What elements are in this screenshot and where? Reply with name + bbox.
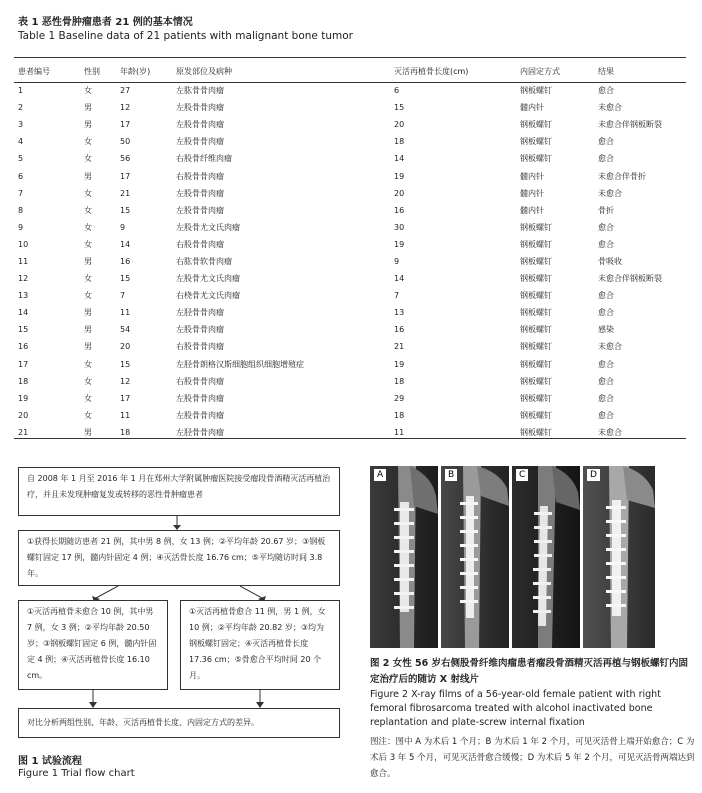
- cell-age: 12: [120, 103, 131, 113]
- cell-result: 未愈合: [598, 103, 622, 113]
- cell-age: 18: [120, 427, 131, 437]
- flow-box-union-text: ①灭活再植骨愈合 11 例，男 1 例，女 10 例；②平均年龄 20.82 岁；③均为钢板螺钉固定；④灭活再植骨长度 17.36 cm；⑤骨愈合平均时间 20 个月。: [189, 607, 326, 680]
- xray-panel-d: [583, 466, 655, 648]
- figure2-caption-cn: 图 2 女性 56 岁右侧股骨纤维肉瘤患者瘤段骨酒精灭活再植与钢板螺钉内固定治疗后的随访 X 射线片: [370, 658, 689, 685]
- cell-graft-length: 21: [394, 342, 405, 352]
- cell-graft-length: 18: [394, 137, 405, 147]
- cell-site-disease: 右股骨骨肉瘤: [176, 376, 224, 386]
- cell-fixation: 钢板螺钉: [520, 393, 552, 403]
- cell-patient-id: 6: [18, 171, 24, 181]
- cell-sex: 女: [84, 137, 92, 147]
- cell-sex: 女: [84, 393, 92, 403]
- cell-age: 21: [120, 188, 131, 198]
- cell-fixation: 钢板螺钉: [520, 86, 552, 96]
- cell-site-disease: 左胫骨骨肉瘤: [176, 308, 224, 318]
- cell-sex: 男: [84, 342, 92, 352]
- cell-patient-id: 5: [18, 154, 24, 164]
- cell-graft-length: 16: [394, 205, 405, 215]
- cell-site-disease: 右股骨骨肉瘤: [176, 171, 224, 181]
- cell-result: 未愈合伴钢板断裂: [598, 274, 662, 284]
- cell-graft-length: 19: [394, 171, 405, 181]
- table-row: [14, 167, 686, 184]
- table-row: [14, 99, 686, 116]
- table-row: [14, 185, 686, 202]
- cell-fixation: 髓内针: [520, 205, 544, 215]
- table-row: [14, 150, 686, 167]
- xray-label-a: A: [374, 469, 386, 481]
- cell-patient-id: 7: [18, 188, 24, 198]
- baseline-table: [14, 60, 686, 441]
- xray-panel-a: [370, 466, 438, 648]
- cell-result: 愈合: [598, 308, 614, 318]
- table-row: [14, 219, 686, 236]
- table-row: [14, 407, 686, 424]
- table-row: [14, 321, 686, 338]
- flow-box-nonunion: [18, 600, 168, 690]
- cell-fixation: 钢板螺钉: [520, 137, 552, 147]
- cell-result: 愈合: [598, 410, 614, 420]
- cell-site-disease: 左股骨尤文氏肉瘤: [176, 274, 240, 284]
- cell-fixation: 钢板螺钉: [520, 308, 552, 318]
- cell-site-disease: 左股骨骨肉瘤: [176, 120, 224, 130]
- cell-sex: 女: [84, 188, 92, 198]
- flow-box-analysis-text: 对比分析两组性别、年龄、灭活再植骨长度、内固定方式的差异。: [27, 718, 259, 727]
- cell-site-disease: 左股骨骨肉瘤: [176, 205, 224, 215]
- cell-age: 17: [120, 171, 131, 181]
- table-row: [14, 338, 686, 355]
- xray-label-b: B: [445, 469, 457, 481]
- cell-patient-id: 17: [18, 359, 29, 369]
- cell-site-disease: 左股骨骨肉瘤: [176, 188, 224, 198]
- cell-patient-id: 4: [18, 137, 24, 147]
- cell-fixation: 钢板螺钉: [520, 376, 552, 386]
- cell-result: 愈合: [598, 359, 614, 369]
- cell-age: 15: [120, 274, 131, 284]
- cell-result: 感染: [598, 325, 614, 335]
- col-header-age: 年龄(岁): [120, 66, 151, 76]
- cell-site-disease: 右肱骨软骨肉瘤: [176, 256, 232, 266]
- cell-sex: 女: [84, 274, 92, 284]
- cell-patient-id: 16: [18, 342, 29, 352]
- cell-patient-id: 21: [18, 427, 29, 437]
- table-row: [14, 304, 686, 321]
- cell-graft-length: 18: [394, 410, 405, 420]
- cell-age: 56: [120, 154, 131, 164]
- cell-sex: 男: [84, 171, 92, 181]
- cell-sex: 男: [84, 325, 92, 335]
- cell-fixation: 钢板螺钉: [520, 291, 552, 301]
- cell-graft-length: 11: [394, 427, 405, 437]
- cell-fixation: 钢板螺钉: [520, 427, 552, 437]
- cell-sex: 女: [84, 410, 92, 420]
- flow-arrows-merge: [18, 690, 340, 708]
- cell-patient-id: 3: [18, 120, 24, 130]
- table-header-row: [14, 60, 686, 82]
- cell-result: 骨折: [598, 205, 614, 215]
- flow-box-inclusion: [18, 467, 340, 516]
- col-header-patient-id: 患者编号: [18, 66, 50, 76]
- cell-site-disease: 左股骨尤文氏肉瘤: [176, 222, 240, 232]
- cell-age: 12: [120, 376, 131, 386]
- cell-site-disease: 右桡骨尤文氏肉瘤: [176, 291, 240, 301]
- cell-age: 11: [120, 308, 131, 318]
- cell-patient-id: 11: [18, 256, 29, 266]
- cell-patient-id: 18: [18, 376, 29, 386]
- cell-site-disease: 右股骨纤维肉瘤: [176, 154, 232, 164]
- cell-result: 愈合: [598, 86, 614, 96]
- cell-result: 骨吸收: [598, 256, 622, 266]
- cell-graft-length: 19: [394, 239, 405, 249]
- flow-box-nonunion-text: ①灭活再植骨未愈合 10 例，其中男 7 例，女 3 例；②平均年龄 20.50 岁；③钢板螺钉固定 6 例，髓内针固定 4 例；④灭活再植骨长度 16.10 cm。: [27, 607, 157, 680]
- cell-graft-length: 15: [394, 103, 405, 113]
- cell-patient-id: 10: [18, 239, 29, 249]
- cell-sex: 女: [84, 376, 92, 386]
- cell-patient-id: 2: [18, 103, 24, 113]
- cell-age: 16: [120, 256, 131, 266]
- cell-graft-length: 29: [394, 393, 405, 403]
- flow-box-inclusion-text: 自 2008 年 1 月至 2016 年 1 月在郑州大学附属肿瘤医院接受瘤段骨酒精灭活再植治疗，并且未发现肿瘤复发或转移的恶性骨肿瘤患者: [27, 474, 331, 499]
- cell-patient-id: 8: [18, 205, 24, 215]
- cell-result: 愈合: [598, 291, 614, 301]
- table-row: [14, 236, 686, 253]
- cell-fixation: 钢板螺钉: [520, 120, 552, 130]
- cell-graft-length: 14: [394, 154, 405, 164]
- xray-image-c: [512, 466, 580, 648]
- table-top-rule: [14, 57, 686, 58]
- cell-result: 未愈合: [598, 188, 622, 198]
- cell-patient-id: 12: [18, 274, 29, 284]
- cell-fixation: 钢板螺钉: [520, 410, 552, 420]
- cell-sex: 女: [84, 239, 92, 249]
- cell-patient-id: 20: [18, 410, 29, 420]
- cell-age: 14: [120, 239, 131, 249]
- figure1-caption-cn: 图 1 试验流程: [18, 756, 82, 767]
- cell-graft-length: 20: [394, 120, 405, 130]
- xray-image-b: [441, 466, 509, 648]
- cell-site-disease: 左股骨骨肉瘤: [176, 393, 224, 403]
- cell-result: 愈合: [598, 222, 614, 232]
- flow-box-union: [180, 600, 340, 690]
- xray-label-c: C: [516, 469, 528, 481]
- flow-arrow-1: [170, 516, 184, 530]
- cell-age: 17: [120, 393, 131, 403]
- cell-site-disease: 左股骨骨肉瘤: [176, 137, 224, 147]
- col-header-result: 结果: [598, 66, 614, 76]
- cell-result: 愈合: [598, 137, 614, 147]
- cell-fixation: 钢板螺钉: [520, 222, 552, 232]
- cell-result: 未愈合: [598, 342, 622, 352]
- cell-site-disease: 右股骨骨肉瘤: [176, 239, 224, 249]
- cell-site-disease: 左胫骨骨肉瘤: [176, 427, 224, 437]
- cell-sex: 男: [84, 308, 92, 318]
- cell-age: 54: [120, 325, 131, 335]
- cell-fixation: 髓内针: [520, 171, 544, 181]
- xray-panel-b: [441, 466, 509, 648]
- cell-result: 愈合: [598, 239, 614, 249]
- cell-sex: 男: [84, 120, 92, 130]
- cell-graft-length: 30: [394, 222, 405, 232]
- col-header-sex: 性别: [84, 66, 100, 76]
- cell-site-disease: 左股骨骨肉瘤: [176, 325, 224, 335]
- table-body: [14, 82, 686, 441]
- cell-fixation: 钢板螺钉: [520, 359, 552, 369]
- cell-result: 未愈合伴骨折: [598, 171, 646, 181]
- table-caption-en: Table 1 Baseline data of 21 patients with malignant bone tumor: [18, 30, 353, 42]
- cell-age: 9: [120, 222, 126, 232]
- table-caption-cn: 表 1 恶性骨肿瘤患者 21 例的基本情况: [18, 17, 193, 28]
- cell-graft-length: 19: [394, 359, 405, 369]
- cell-patient-id: 15: [18, 325, 29, 335]
- cell-fixation: 钢板螺钉: [520, 239, 552, 249]
- table-row: [14, 373, 686, 390]
- cell-fixation: 钢板螺钉: [520, 274, 552, 284]
- cell-age: 27: [120, 86, 131, 96]
- cell-age: 15: [120, 205, 131, 215]
- xray-image-a: [370, 466, 438, 648]
- table-row: [14, 270, 686, 287]
- table-row: [14, 390, 686, 407]
- cell-sex: 女: [84, 359, 92, 369]
- cell-result: 愈合: [598, 393, 614, 403]
- cell-graft-length: 14: [394, 274, 405, 284]
- col-header-fixation: 内固定方式: [520, 66, 560, 76]
- cell-fixation: 髓内针: [520, 188, 544, 198]
- cell-patient-id: 9: [18, 222, 24, 232]
- cell-graft-length: 13: [394, 308, 405, 318]
- table-row: [14, 253, 686, 270]
- cell-fixation: 钢板螺钉: [520, 154, 552, 164]
- cell-fixation: 钢板螺钉: [520, 325, 552, 335]
- cell-sex: 男: [84, 427, 92, 437]
- cell-sex: 女: [84, 291, 92, 301]
- cell-age: 15: [120, 359, 131, 369]
- cell-site-disease: 左股骨骨肉瘤: [176, 103, 224, 113]
- table-row: [14, 133, 686, 150]
- cell-patient-id: 19: [18, 393, 29, 403]
- cell-graft-length: 20: [394, 188, 405, 198]
- cell-fixation: 髓内针: [520, 103, 544, 113]
- cell-sex: 女: [84, 86, 92, 96]
- cell-graft-length: 18: [394, 376, 405, 386]
- cell-sex: 女: [84, 222, 92, 232]
- table-row: [14, 424, 686, 441]
- cell-fixation: 钢板螺钉: [520, 256, 552, 266]
- cell-result: 未愈合伴钢板断裂: [598, 120, 662, 130]
- table-row: [14, 287, 686, 304]
- table-row: [14, 356, 686, 373]
- cell-age: 7: [120, 291, 126, 301]
- cell-site-disease: 左肱骨骨肉瘤: [176, 86, 224, 96]
- table-row: [14, 82, 686, 99]
- col-header-site-disease: 原发部位及病种: [176, 66, 232, 76]
- col-header-graft-length: 灭活再植骨长度(cm): [394, 66, 469, 76]
- cell-result: 愈合: [598, 376, 614, 386]
- figure2-caption-en: Figure 2 X-ray films of a 56-year-old female patient with right femoral fibrosarcoma treated with alcohol inactivated bone replantation and plate-screw internal fixation: [370, 689, 661, 728]
- flow-box-followup-text: ①获得长期随访患者 21 例，其中男 8 例，女 13 例；②平均年龄 20.67 岁；③钢板螺钉固定 17 例，髓内针固定 4 例；④灭活骨长度 16.76 cm；⑤平均随访时间 3.8 年。: [27, 537, 326, 578]
- cell-result: 愈合: [598, 154, 614, 164]
- figure2-note: 图注：图中 A 为术后 1 个月；B 为术后 1 年 2 个月，可见灭活骨上端开始愈合；C 为术后 3 年 5 个月，可见灭活骨愈合缓慢；D 为术后 5 年 2 个月，可见灭活骨两端达到愈合。: [370, 737, 695, 779]
- cell-sex: 女: [84, 154, 92, 164]
- xray-image-d: [583, 466, 655, 648]
- cell-sex: 男: [84, 256, 92, 266]
- cell-patient-id: 13: [18, 291, 29, 301]
- cell-graft-length: 6: [394, 86, 400, 96]
- cell-age: 50: [120, 137, 131, 147]
- table-row: [14, 202, 686, 219]
- cell-graft-length: 16: [394, 325, 405, 335]
- xray-panel-c: [512, 466, 580, 648]
- cell-patient-id: 1: [18, 86, 24, 96]
- cell-site-disease: 右股骨骨肉瘤: [176, 342, 224, 352]
- cell-sex: 女: [84, 205, 92, 215]
- cell-fixation: 钢板螺钉: [520, 342, 552, 352]
- cell-patient-id: 14: [18, 308, 29, 318]
- cell-age: 17: [120, 120, 131, 130]
- cell-graft-length: 9: [394, 256, 400, 266]
- cell-age: 20: [120, 342, 131, 352]
- cell-site-disease: 左胫骨朗格汉斯细胞组织细胞增殖症: [176, 359, 304, 369]
- table-row: [14, 116, 686, 133]
- cell-age: 11: [120, 410, 131, 420]
- cell-site-disease: 左股骨骨肉瘤: [176, 410, 224, 420]
- xray-label-d: D: [587, 469, 600, 481]
- cell-graft-length: 7: [394, 291, 400, 301]
- cell-result: 未愈合: [598, 427, 622, 437]
- cell-sex: 男: [84, 103, 92, 113]
- flow-box-analysis: [18, 708, 340, 738]
- figure1-caption-en: Figure 1 Trial flow chart: [18, 768, 135, 779]
- flow-box-followup: [18, 530, 340, 586]
